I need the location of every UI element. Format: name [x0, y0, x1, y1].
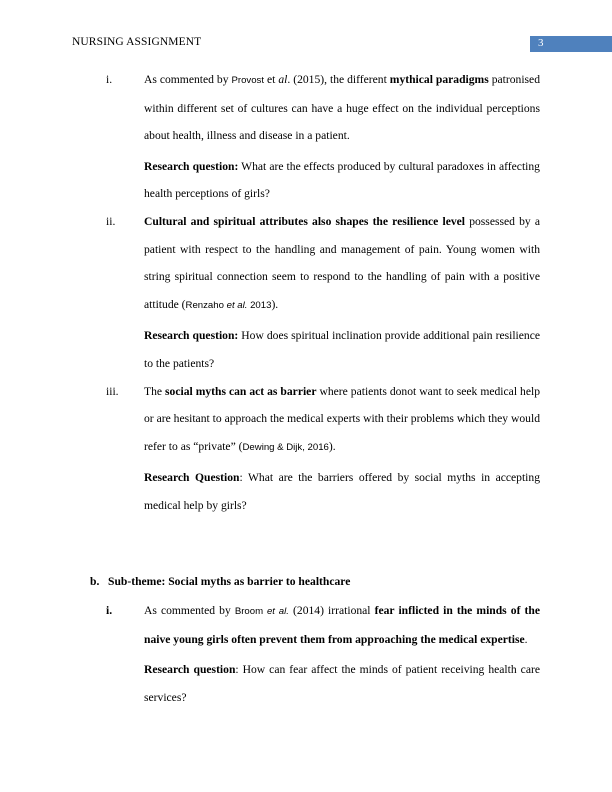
subtheme-heading: [72, 568, 540, 596]
research-question-label: Research question: [144, 663, 236, 677]
text-run: The: [144, 384, 166, 398]
citation-etal: et al.: [266, 606, 289, 618]
item-paragraph: [144, 378, 540, 462]
item-number: ii.: [106, 214, 116, 228]
research-question-label: Research Question: [144, 471, 240, 485]
citation-author: Broom: [234, 606, 267, 618]
research-question: [144, 656, 540, 711]
list-item: [72, 597, 540, 711]
page-number-badge: [530, 36, 612, 52]
item-paragraph: [144, 208, 540, 319]
key-phrase: mythical paradigms: [389, 73, 489, 86]
text-run: possessed by a patient with respect to the handling and management of pain. Young women with string spiritual connection seem to respond to the handling of pain with a positive attitude (: [144, 214, 540, 311]
list-item: [72, 208, 540, 378]
research-question-label: Research question:: [144, 159, 239, 173]
item-paragraph: [144, 66, 540, 150]
document-body: [72, 66, 540, 711]
key-phrase: social myths can act as barrier: [165, 384, 317, 398]
text-run: ).: [271, 297, 279, 311]
page-number: 3: [538, 37, 544, 49]
text-run: As commented by: [144, 604, 235, 618]
text-run: . (2015), the different: [287, 73, 390, 86]
research-question-text: What are the effects produced by cultural paradoxes in affecting health perceptions of girls?: [144, 159, 540, 201]
text-run: .: [524, 632, 528, 646]
citation: Dewing & Dijk, 2016: [242, 441, 329, 453]
research-question: [144, 464, 540, 519]
research-question: [144, 322, 540, 377]
text-run: et: [264, 73, 279, 86]
research-question-text: : How can fear affect the minds of patient receiving health care services?: [144, 663, 540, 704]
text-run: ).: [328, 439, 336, 453]
research-question-text: : What are the barriers offered by social myths in accepting medical help by girls?: [144, 471, 541, 512]
item-number: i.: [106, 73, 113, 86]
list-item: [72, 66, 540, 208]
item-number: i.: [106, 604, 113, 618]
item-paragraph: [144, 597, 540, 653]
text-run: As commented by: [144, 73, 232, 86]
research-question-text: How does spiritual inclination provide additional pain resilience to the patients?: [144, 329, 540, 370]
key-phrase: fear inflicted in the minds of the naive young girls often prevent them from approaching the medical expertise: [144, 604, 540, 646]
item-number: iii.: [106, 384, 119, 398]
subtheme-letter: b.: [90, 574, 100, 588]
research-question-label: Research question:: [144, 329, 239, 343]
running-header-title: NURSING ASSIGNMENT: [72, 36, 202, 48]
citation-author: Provost: [231, 75, 264, 86]
citation-author: Renzaho: [185, 299, 227, 311]
key-phrase: Cultural and spiritual attributes also shapes the resilience level: [144, 214, 466, 228]
citation-etal: al: [278, 73, 288, 86]
subtheme-title: Sub-theme: Social myths as barrier to healthcare: [108, 574, 351, 588]
list-item: [72, 378, 540, 520]
research-question: [144, 153, 540, 208]
text-run: where patients donot want to seek medical help or are hesitant to approach the medical experts with their problems which they would refer to as “private” (: [144, 384, 540, 453]
citation-year: 2013: [247, 299, 272, 311]
text-run: patronised within different set of cultures can have a huge effect on the individual perceptions about health, illness and disease in a patient.: [144, 73, 540, 143]
citation-etal: et al.: [226, 299, 248, 311]
text-run: (2014) irrational: [288, 604, 375, 618]
